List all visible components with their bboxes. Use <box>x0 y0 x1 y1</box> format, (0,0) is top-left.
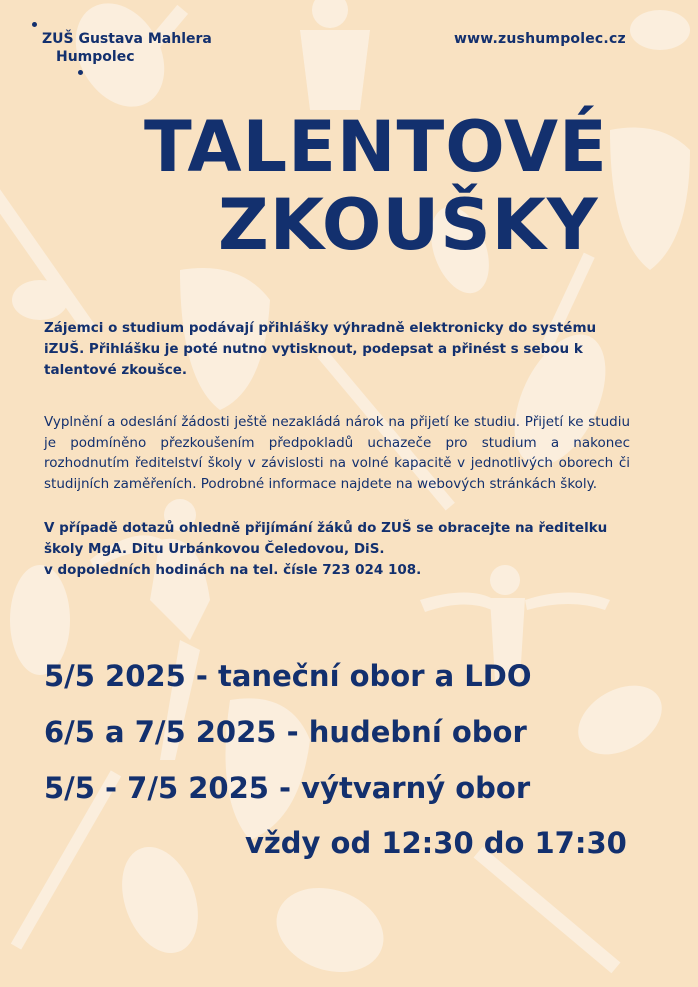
contact-line1: V případě dotazů ohledně přijímání žáků do ZUŠ se obracejte na ředitelku <box>44 520 608 536</box>
title-line2: ZKOUŠKY <box>218 184 599 266</box>
website-link[interactable]: www.zushumpolec.cz <box>454 31 626 47</box>
school-name-line2: Humpolec <box>56 49 135 65</box>
title-line1: TALENTOVÉ <box>144 106 608 188</box>
info-paragraph: Vyplnění a odeslání žádosti ještě nezakládá nárok na přijetí ke studiu. Přijetí ke studiu je podmíněno přezkoušením předpokladů uchazeče pro studium a nakonec rozhodnutím ředitelství školy v závislosti na volné kapacitě v jednotlivých oborech či studijních zaměřeních. Podrobné informace najdete na webových stránkách školy. <box>44 414 630 492</box>
exam-date-art: 5/5 - 7/5 2025 - výtvarný obor <box>44 771 531 805</box>
exam-date-dance: 5/5 2025 - taneční obor a LDO <box>44 659 532 693</box>
dancer-icon <box>300 0 370 110</box>
exam-time: vždy od 12:30 do 17:30 <box>245 826 627 860</box>
intro-paragraph: Zájemci o studium podávají přihlášky výhradně elektronicky do systému iZUŠ. Přihlášku je poté nutno vytisknout, podepsat a přinést s sebou k talentové zkoušce. <box>44 320 597 378</box>
contact-paragraph <box>44 518 644 581</box>
exam-dates <box>44 648 664 816</box>
page-title <box>144 108 644 264</box>
contact-line3: v dopoledních hodinách na tel. čísle 723 024 108. <box>44 562 422 578</box>
exam-date-music: 6/5 a 7/5 2025 - hudební obor <box>44 715 527 749</box>
contact-line2: školy MgA. Ditu Urbánkovou Čeledovou, DiS. <box>44 541 385 557</box>
logo-dot <box>78 70 83 75</box>
school-name-line1: ZUŠ Gustava Mahlera <box>42 31 212 47</box>
logo-dot <box>32 22 37 27</box>
